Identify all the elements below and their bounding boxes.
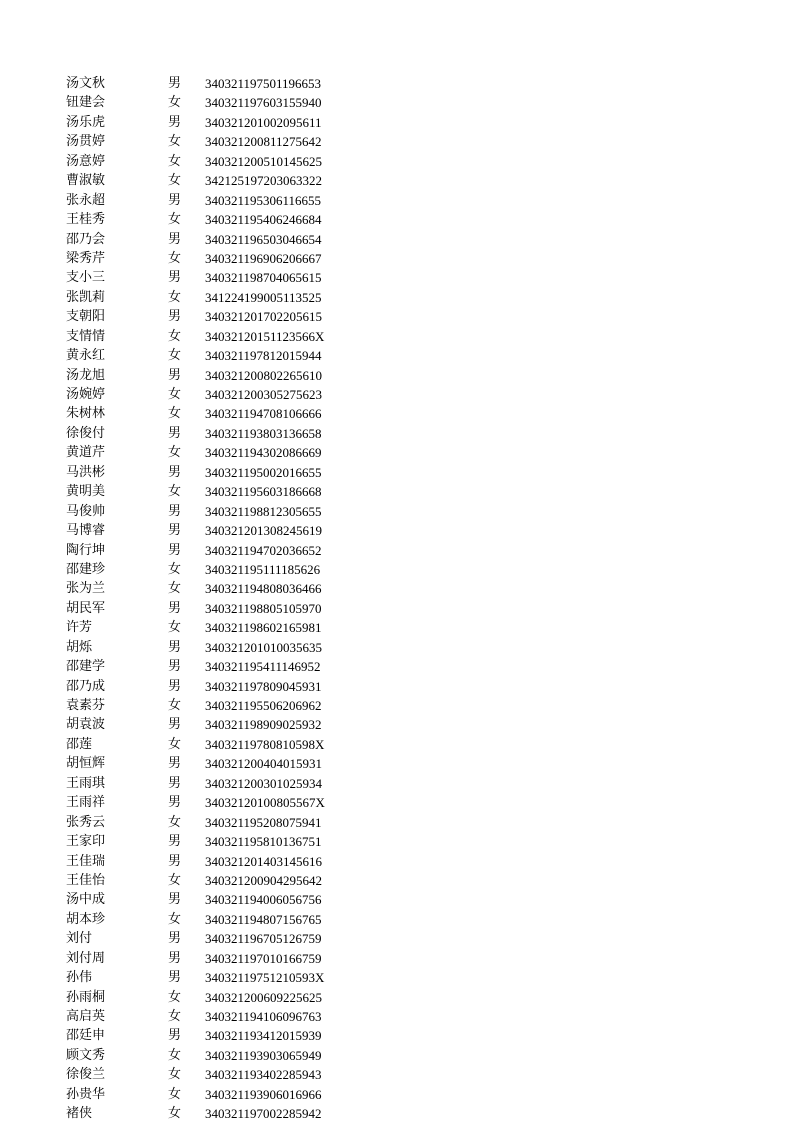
table-row	[0, 93, 793, 112]
name-cell: 汤中成	[66, 892, 106, 908]
id-number-cell: 340321201702205615	[205, 309, 322, 325]
id-number-cell: 340321198805105970	[205, 600, 322, 616]
gender-cell: 女	[168, 484, 182, 500]
id-number-cell: 340321197002285942	[205, 1106, 322, 1122]
name-cell: 胡本珍	[66, 911, 106, 927]
table-row	[0, 754, 793, 773]
id-number-cell: 340321195406246684	[205, 212, 322, 228]
name-cell: 刘付	[66, 931, 93, 947]
name-cell: 黄明美	[66, 484, 106, 500]
table-row	[0, 307, 793, 326]
table-row	[0, 249, 793, 268]
table-row	[0, 502, 793, 521]
gender-cell: 男	[168, 425, 182, 441]
name-cell: 黄道芹	[66, 445, 106, 461]
name-cell: 王佳怡	[66, 872, 106, 888]
table-row	[0, 696, 793, 715]
id-number-cell: 34032119780810598X	[205, 736, 325, 752]
gender-cell: 女	[168, 1009, 182, 1024]
table-row	[0, 832, 793, 851]
gender-cell: 男	[168, 639, 182, 655]
id-number-cell: 340321200510145625	[205, 153, 322, 169]
id-number-cell: 340321195506206962	[205, 698, 322, 713]
name-cell: 黄永红	[66, 348, 106, 364]
gender-cell: 女	[168, 814, 182, 830]
table-row	[0, 657, 793, 676]
gender-cell: 女	[168, 348, 182, 364]
gender-cell: 女	[168, 581, 182, 597]
id-number-cell: 340321196503046654	[205, 231, 322, 247]
gender-cell: 女	[168, 289, 182, 305]
id-number-cell: 340321201002095611	[205, 114, 322, 130]
gender-cell: 女	[168, 1067, 182, 1083]
name-cell: 钮建会	[66, 95, 106, 111]
name-cell: 汤龙旭	[66, 367, 106, 383]
gender-cell: 男	[168, 795, 182, 811]
table-row	[0, 191, 793, 210]
id-number-cell: 34032120100805567X	[205, 795, 325, 811]
name-cell: 支小三	[66, 270, 106, 286]
id-number-cell: 340321200404015931	[205, 756, 322, 772]
name-cell: 王桂秀	[66, 212, 106, 228]
id-number-cell: 340321198602165981	[205, 620, 322, 636]
name-cell: 顾文秀	[66, 1047, 106, 1063]
name-cell: 胡袁波	[66, 717, 106, 733]
name-cell: 胡民军	[66, 600, 106, 616]
table-row	[0, 774, 793, 793]
name-cell: 张为兰	[66, 581, 106, 597]
id-number-cell: 340321200802265610	[205, 367, 322, 383]
name-cell: 张凯莉	[66, 289, 106, 305]
table-row	[0, 268, 793, 287]
table-row	[0, 618, 793, 637]
gender-cell: 男	[168, 309, 182, 325]
id-number-cell: 340321201403145616	[205, 853, 322, 869]
table-row	[0, 152, 793, 171]
name-cell: 马洪彬	[66, 464, 106, 480]
name-cell: 孙伟	[66, 970, 93, 986]
table-row	[0, 463, 793, 482]
table-row	[0, 560, 793, 579]
person-list-table	[0, 74, 793, 1124]
id-number-cell: 340321197603155940	[205, 95, 322, 111]
gender-cell: 女	[168, 1086, 182, 1102]
table-row	[0, 890, 793, 909]
gender-cell: 男	[168, 600, 182, 616]
gender-cell: 女	[168, 561, 182, 577]
table-row	[0, 949, 793, 968]
gender-cell: 男	[168, 464, 182, 480]
table-row	[0, 230, 793, 249]
id-number-cell: 34032119751210593X	[205, 970, 325, 986]
table-row	[0, 171, 793, 190]
table-row	[0, 74, 793, 93]
name-cell: 曹淑敏	[66, 173, 106, 189]
gender-cell: 女	[168, 698, 182, 713]
table-row	[0, 385, 793, 404]
id-number-cell: 340321195111185626	[205, 561, 321, 577]
gender-cell: 男	[168, 775, 182, 791]
gender-cell: 女	[168, 328, 182, 344]
name-cell: 褚侠	[66, 1106, 93, 1122]
table-row	[0, 813, 793, 832]
id-number-cell: 340321196906206667	[205, 250, 322, 266]
name-cell: 张永超	[66, 192, 106, 208]
gender-cell: 男	[168, 678, 182, 694]
gender-cell: 女	[168, 250, 182, 266]
table-row	[0, 132, 793, 151]
table-row	[0, 366, 793, 385]
gender-cell: 男	[168, 270, 182, 286]
id-number-cell: 340321195603186668	[205, 484, 322, 500]
table-row	[0, 988, 793, 1007]
name-cell: 马俊帅	[66, 503, 106, 519]
id-number-cell: 340321198704065615	[205, 270, 322, 286]
id-number-cell: 340321197010166759	[205, 950, 322, 966]
name-cell: 邵乃成	[66, 678, 106, 694]
id-number-cell: 340321197501196653	[205, 76, 322, 91]
id-number-cell: 340321200305275623	[205, 387, 322, 402]
gender-cell: 男	[168, 76, 182, 91]
gender-cell: 女	[168, 872, 182, 888]
name-cell: 邵乃会	[66, 231, 106, 247]
name-cell: 马博睿	[66, 523, 106, 539]
id-number-cell: 340321193412015939	[205, 1028, 322, 1044]
table-row	[0, 346, 793, 365]
id-number-cell: 340321200609225625	[205, 989, 322, 1005]
gender-cell: 女	[168, 989, 182, 1005]
name-cell: 徐俊兰	[66, 1067, 106, 1083]
name-cell: 孙贵华	[66, 1086, 106, 1102]
table-row	[0, 327, 793, 346]
name-cell: 支朝阳	[66, 309, 106, 325]
id-number-cell: 340321193906016966	[205, 1086, 322, 1102]
id-number-cell: 340321198909025932	[205, 717, 322, 733]
name-cell: 许芳	[66, 620, 93, 636]
name-cell: 汤文秋	[66, 76, 106, 91]
gender-cell: 女	[168, 387, 182, 402]
table-row	[0, 1085, 793, 1104]
id-number-cell: 340321195810136751	[205, 834, 322, 850]
table-row	[0, 910, 793, 929]
table-row	[0, 677, 793, 696]
name-cell: 朱树林	[66, 406, 106, 422]
name-cell: 汤婉婷	[66, 387, 106, 402]
name-cell: 王佳瑞	[66, 853, 106, 869]
gender-cell: 男	[168, 892, 182, 908]
gender-cell: 男	[168, 542, 182, 558]
id-number-cell: 340321194006056756	[205, 892, 322, 908]
gender-cell: 男	[168, 970, 182, 986]
id-number-cell: 340321196705126759	[205, 931, 322, 947]
table-row	[0, 1065, 793, 1084]
id-number-cell: 341224199005113525	[205, 289, 322, 305]
table-row	[0, 579, 793, 598]
table-row	[0, 968, 793, 987]
gender-cell: 男	[168, 1028, 182, 1044]
name-cell: 邵建珍	[66, 561, 106, 577]
table-row	[0, 599, 793, 618]
gender-cell: 女	[168, 212, 182, 228]
table-row	[0, 929, 793, 948]
id-number-cell: 340321198812305655	[205, 503, 322, 519]
gender-cell: 男	[168, 834, 182, 850]
gender-cell: 男	[168, 756, 182, 772]
table-row	[0, 541, 793, 560]
gender-cell: 男	[168, 523, 182, 539]
name-cell: 汤乐虎	[66, 114, 106, 130]
id-number-cell: 340321194808036466	[205, 581, 322, 597]
name-cell: 陶行坤	[66, 542, 106, 558]
table-row	[0, 1104, 793, 1123]
name-cell: 刘付周	[66, 950, 106, 966]
table-row	[0, 210, 793, 229]
name-cell: 王雨祥	[66, 795, 106, 811]
name-cell: 袁素芬	[66, 698, 106, 713]
id-number-cell: 340321195411146952	[205, 659, 321, 675]
id-number-cell: 340321197809045931	[205, 678, 322, 694]
id-number-cell: 340321195208075941	[205, 814, 322, 830]
gender-cell: 男	[168, 231, 182, 247]
gender-cell: 男	[168, 503, 182, 519]
id-number-cell: 340321197812015944	[205, 348, 322, 364]
id-number-cell: 340321193402285943	[205, 1067, 322, 1083]
name-cell: 高启英	[66, 1009, 106, 1024]
table-row	[0, 404, 793, 423]
gender-cell: 男	[168, 931, 182, 947]
table-row	[0, 288, 793, 307]
id-number-cell: 340321195306116655	[205, 192, 322, 208]
table-row	[0, 715, 793, 734]
table-row	[0, 521, 793, 540]
gender-cell: 男	[168, 950, 182, 966]
table-row	[0, 1007, 793, 1026]
id-number-cell: 342125197203063322	[205, 173, 322, 189]
gender-cell: 女	[168, 134, 182, 150]
id-number-cell: 340321194106096763	[205, 1009, 322, 1024]
id-number-cell: 340321194807156765	[205, 911, 322, 927]
table-row	[0, 113, 793, 132]
name-cell: 支情情	[66, 328, 106, 344]
id-number-cell: 340321193903065949	[205, 1047, 322, 1063]
name-cell: 邵莲	[66, 736, 93, 752]
gender-cell: 男	[168, 717, 182, 733]
gender-cell: 女	[168, 173, 182, 189]
table-row	[0, 793, 793, 812]
table-row	[0, 482, 793, 501]
table-row	[0, 443, 793, 462]
table-row	[0, 424, 793, 443]
table-row	[0, 1046, 793, 1065]
table-row	[0, 871, 793, 890]
table-row	[0, 852, 793, 871]
gender-cell: 女	[168, 1047, 182, 1063]
id-number-cell: 340321193803136658	[205, 425, 322, 441]
gender-cell: 女	[168, 620, 182, 636]
id-number-cell: 34032120151123566X	[205, 328, 325, 344]
gender-cell: 男	[168, 853, 182, 869]
name-cell: 孙雨桐	[66, 989, 106, 1005]
id-number-cell: 340321194702036652	[205, 542, 322, 558]
name-cell: 邵廷申	[66, 1028, 106, 1044]
gender-cell: 女	[168, 95, 182, 111]
table-row	[0, 1026, 793, 1045]
table-row	[0, 735, 793, 754]
name-cell: 王家印	[66, 834, 106, 850]
name-cell: 汤意婷	[66, 153, 106, 169]
id-number-cell: 340321200811275642	[205, 134, 322, 150]
id-number-cell: 340321201010035635	[205, 639, 322, 655]
name-cell: 张秀云	[66, 814, 106, 830]
gender-cell: 男	[168, 114, 182, 130]
name-cell: 王雨琪	[66, 775, 106, 791]
gender-cell: 女	[168, 406, 182, 422]
table-row	[0, 638, 793, 657]
gender-cell: 女	[168, 1106, 182, 1122]
gender-cell: 女	[168, 911, 182, 927]
id-number-cell: 340321200301025934	[205, 775, 322, 791]
gender-cell: 男	[168, 192, 182, 208]
id-number-cell: 340321194708106666	[205, 406, 322, 422]
name-cell: 梁秀芹	[66, 250, 106, 266]
gender-cell: 男	[168, 659, 182, 675]
name-cell: 胡恒辉	[66, 756, 106, 772]
gender-cell: 女	[168, 153, 182, 169]
name-cell: 邵建学	[66, 659, 106, 675]
name-cell: 徐俊付	[66, 425, 106, 441]
id-number-cell: 340321194302086669	[205, 445, 322, 461]
id-number-cell: 340321200904295642	[205, 872, 322, 888]
gender-cell: 女	[168, 736, 182, 752]
id-number-cell: 340321195002016655	[205, 464, 322, 480]
gender-cell: 男	[168, 367, 182, 383]
name-cell: 汤贯婷	[66, 134, 106, 150]
id-number-cell: 340321201308245619	[205, 523, 322, 539]
name-cell: 胡烁	[66, 639, 93, 655]
gender-cell: 女	[168, 445, 182, 461]
